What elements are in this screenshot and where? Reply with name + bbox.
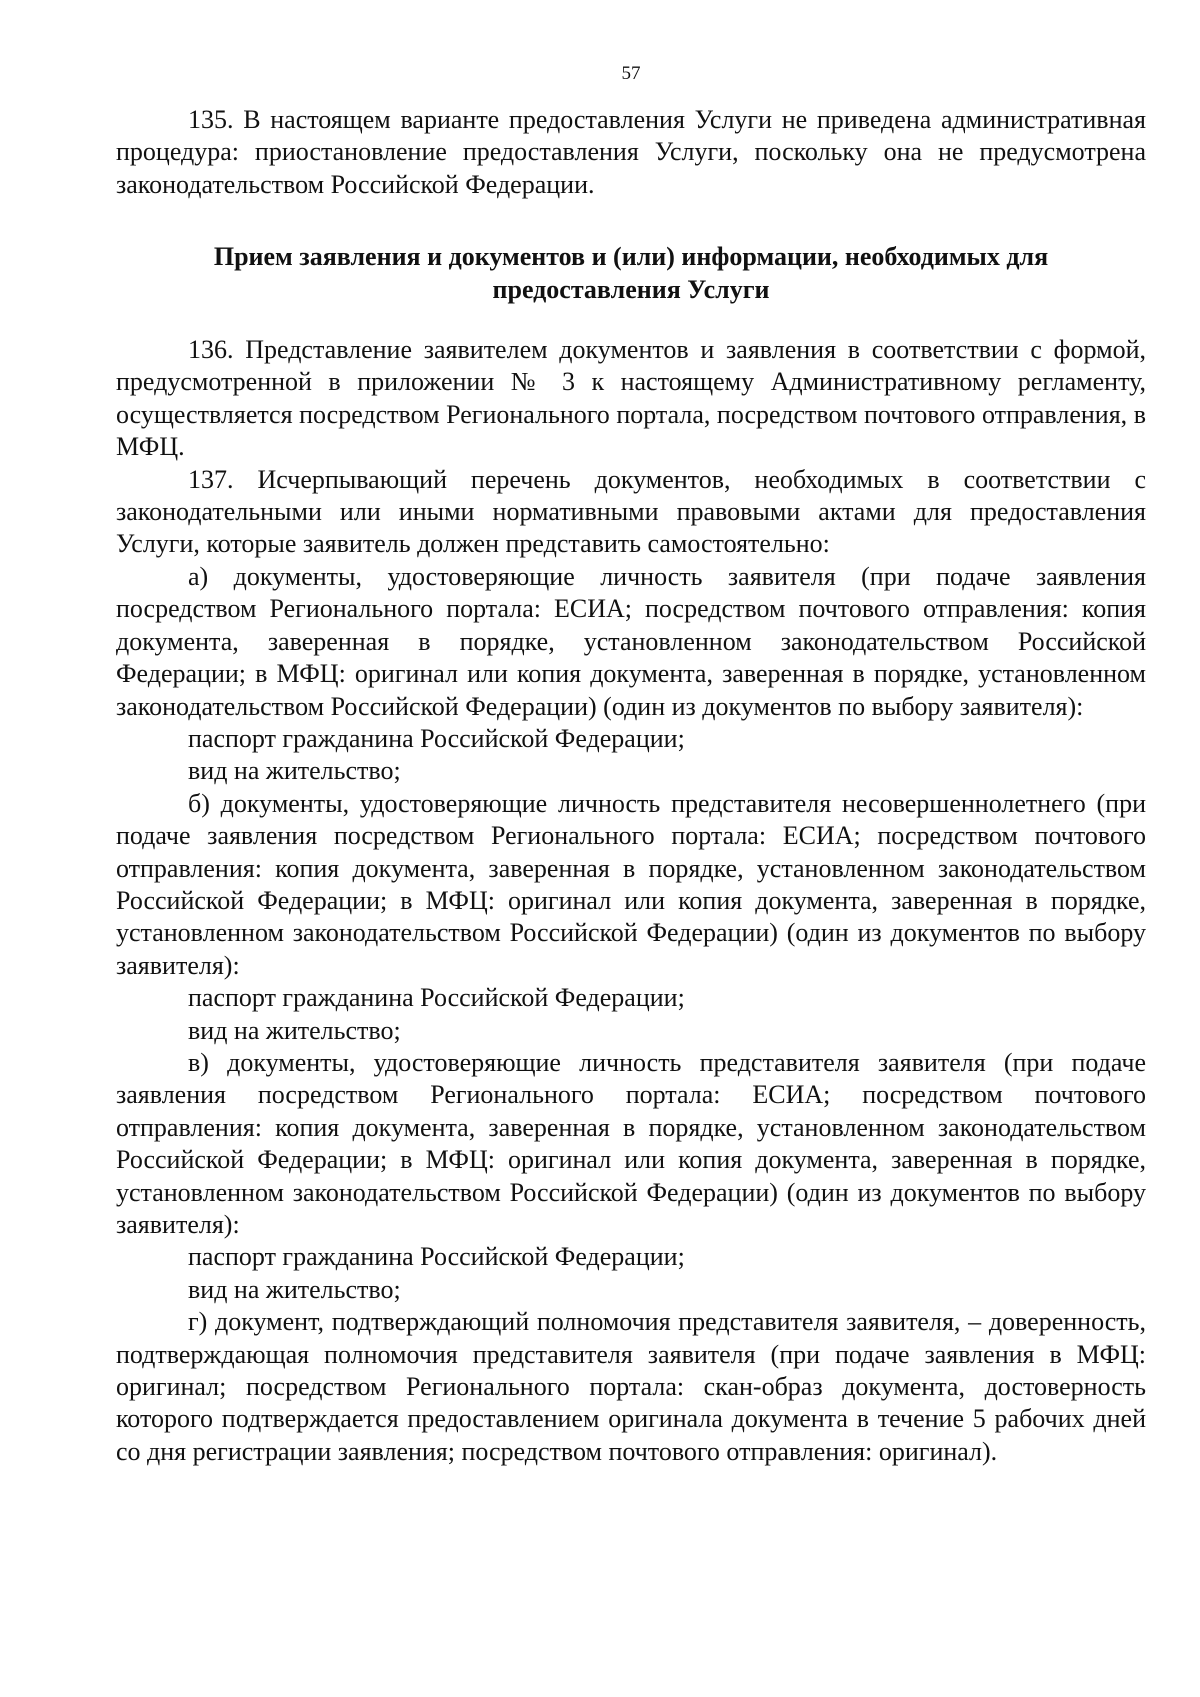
list-subitem: вид на жительство; (188, 1274, 401, 1304)
paragraph-137: 137. Исчерпывающий перечень документов, необходимых в соответствии с законодательными или иными нормативными правовыми актами для предоставления Услуги, которые заявитель должен представить самостоятельно: (116, 464, 1146, 559)
list-subitem: вид на жительство; (188, 756, 401, 786)
list-subitem: вид на жительство; (188, 1015, 401, 1045)
list-subitem: паспорт гражданина Российской Федерации; (188, 723, 685, 753)
paragraph-136: 136. Представление заявителем документов и заявления в соответствии с формой, предусмотренной в приложении № 3 к настоящему Административному регламенту, осуществляется посредством Регионального портала, посредством почтового отправления, в МФЦ. (116, 335, 1146, 462)
list-item-a: а) документы, удостоверяющие личность заявителя (при подаче заявления посредством Регионального портала: ЕСИА; посредством почтового отправления: копия документа, заверенная в порядке, установленном законодательством Российской Федерации; в МФЦ: оригинал или копия документа, заверенная в порядке, установленном законодательством Российской Федерации) (один из документов по выбору заявителя): (116, 561, 1146, 721)
page-number: 57 (621, 63, 641, 84)
list-subitem: паспорт гражданина Российской Федерации; (188, 983, 685, 1013)
list-subitem: паспорт гражданина Российской Федерации; (188, 1242, 685, 1272)
list-item-v: в) документы, удостоверяющие личность представителя заявителя (при подаче заявления посредством Регионального портала: ЕСИА; посредством почтового отправления: копия документа, заверенная в порядке, установленном законодательством Российской Федерации; в МФЦ: оригинал или копия документа, заверенная в порядке, установленном законодательством Российской Федерации) (один из документов по выбору заявителя): (116, 1047, 1146, 1239)
document-page (116, 60, 1146, 1468)
list-item-b: б) документы, удостоверяющие личность представителя несовершеннолетнего (при подаче заявления посредством Регионального портала: ЕСИА; посредством почтового отправления: копия документа, заверенная в порядке, установленном законодательством Российской Федерации; в МФЦ: оригинал или копия документа, заверенная в порядке, установленном законодательством Российской Федерации) (один из документов по выбору заявителя): (116, 788, 1146, 980)
paragraph-135: 135. В настоящем варианте предоставления Услуги не приведена административная процедура: приостановление предоставления Услуги, поскольку она не предусмотрена законодательством Российской Федерации. (116, 105, 1146, 199)
section-heading: Прием заявления и документов и (или) информации, необходимых для предоставления Услуги (213, 242, 1049, 304)
list-item-g: г) документ, подтверждающий полномочия представителя заявителя, – доверенность, подтверждающая полномочия представителя заявителя (при подаче заявления в МФЦ: оригинал; посредством Регионального портала: скан-образ документа, достоверность которого подтверждается предоставлением оригинала документа в течение 5 рабочих дней со дня регистрации заявления; посредством почтового отправления: оригинал). (116, 1307, 1146, 1466)
